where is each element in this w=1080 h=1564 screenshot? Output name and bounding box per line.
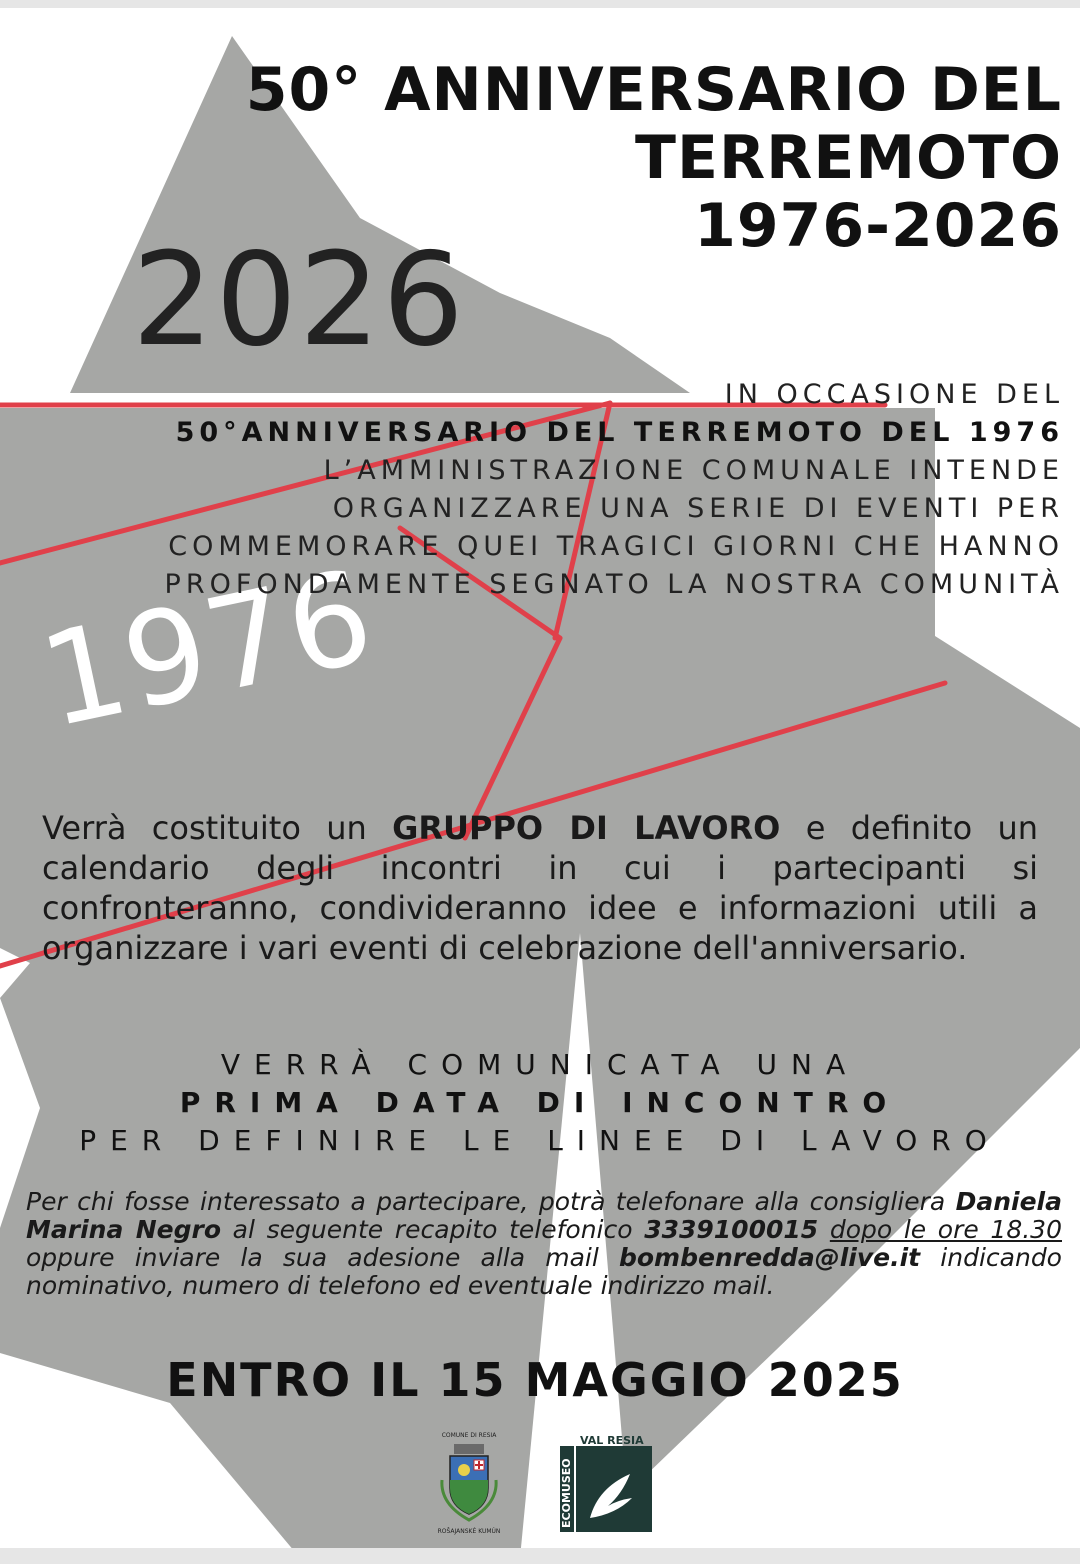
gruppo-highlight: GRUPPO DI LAVORO	[392, 809, 781, 847]
contact-text-4: oppure inviare la sua adesione alla mail	[26, 1243, 619, 1272]
meeting-line-1: VERRÀ COMUNICATA UNA	[220, 1048, 860, 1081]
intro-text	[4, 376, 1064, 604]
contact-phone[interactable]: 3339100015	[644, 1215, 819, 1244]
poster	[0, 8, 1080, 1548]
intro-line-6: PROFONDAMENTE SEGNATO LA NOSTRA COMUNITÀ	[164, 569, 1064, 600]
gruppo-text-before: Verrà costituito un	[42, 809, 393, 847]
intro-line-2: 50°ANNIVERSARIO DEL TERREMOTO DEL 1976	[175, 417, 1064, 448]
ecomuseo-val-resia-logo	[556, 1436, 656, 1536]
gruppo-text-after: e definito un calendario degli incontri in cui i partecipanti si confronteranno, condivideranno idee e informazioni utili a organizzare i vari eventi di celebrazione dell'anniversario.	[42, 809, 1039, 967]
coat-of-arms-icon	[436, 1440, 502, 1524]
meeting-line-3: PER DEFINIRE LE LINEE DI LAVORO	[79, 1124, 1001, 1157]
resia-logo-top-text: COMUNE DI RESIA	[441, 1432, 497, 1439]
contact-text-1: Per chi fosse interessato a partecipare, potrà telefonare alla consigliera	[26, 1187, 956, 1216]
working-group-paragraph	[42, 808, 1038, 968]
contact-text-3	[818, 1215, 830, 1244]
contact-name: Daniela Marina Negro	[26, 1187, 1062, 1244]
contact-email[interactable]: bombenredda@live.it	[618, 1243, 921, 1272]
title-line-2: TERREMOTO	[635, 123, 1062, 193]
intro-line-4: ORGANIZZARE UNA SERIE DI EVENTI PER	[332, 493, 1064, 524]
meeting-line-2: PRIMA DATA DI INCONTRO	[179, 1086, 901, 1119]
contact-text-5: indicando nominativo, numero di telefono ed eventuale indirizzo mail.	[26, 1243, 1062, 1300]
eco-vertical-label: ECOMUSEO	[560, 1458, 573, 1528]
year-2026: 2026	[132, 226, 466, 375]
title-line-3: 1976-2026	[694, 191, 1062, 261]
meeting-announcement	[0, 1046, 1080, 1160]
comune-resia-logo	[436, 1432, 502, 1536]
year-1976: 1976	[29, 541, 387, 757]
intro-line-1: IN OCCASIONE DEL	[724, 379, 1064, 410]
deadline: ENTRO IL 15 MAGGIO 2025	[166, 1353, 904, 1407]
title-line-1: 50° ANNIVERSARIO DEL	[245, 55, 1062, 125]
intro-line-3: L’AMMINISTRAZIONE COMUNALE INTENDE	[323, 455, 1064, 486]
intro-line-5: COMMEMORARE QUEI TRAGICI GIORNI CHE HANNO	[168, 531, 1064, 562]
eco-top-label: VAL RESIA	[580, 1436, 644, 1447]
resia-logo-bottom-text: ROŠAJANSKÉ KUMÚN	[437, 1528, 501, 1535]
contact-time: dopo le ore 18.30	[829, 1215, 1062, 1244]
contact-paragraph	[26, 1188, 1062, 1300]
contact-text-2: al seguente recapito telefonico	[221, 1215, 645, 1244]
